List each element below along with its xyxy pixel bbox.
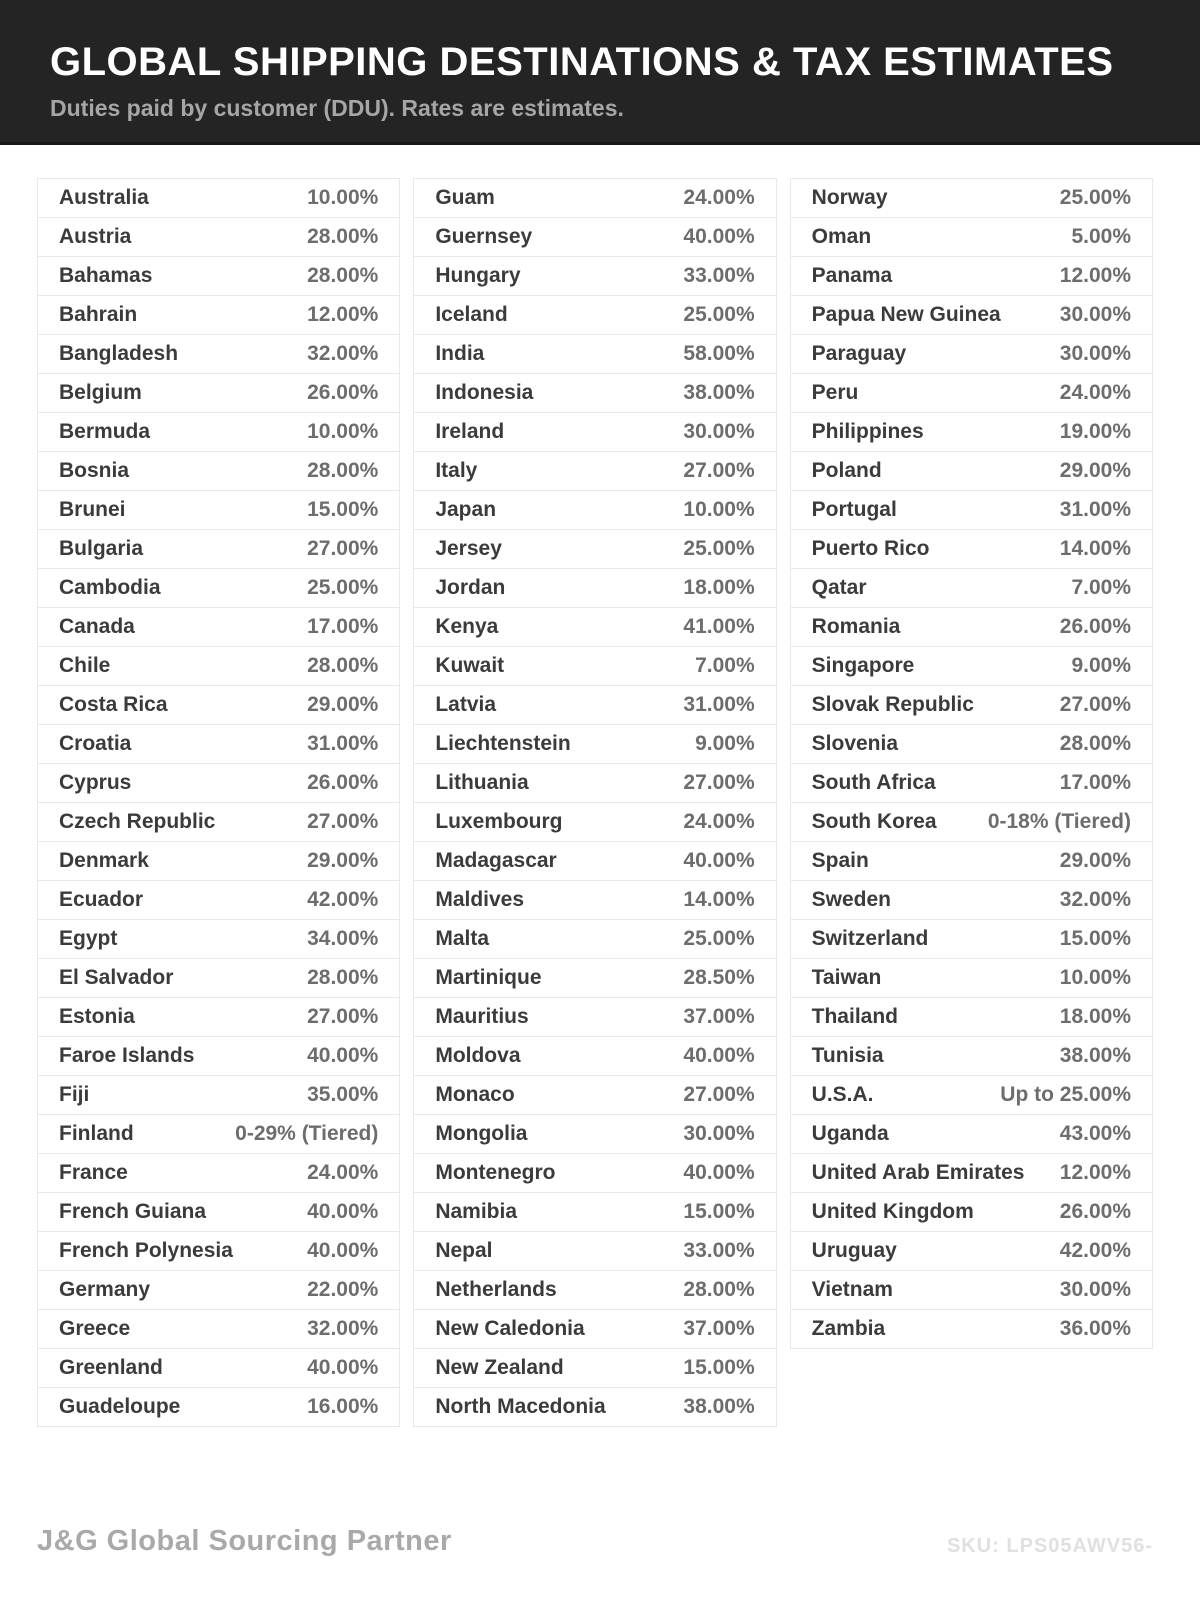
table-row	[413, 413, 776, 452]
table-row	[790, 374, 1153, 413]
table-row	[413, 803, 776, 842]
tax-rate: 18.00%	[683, 576, 755, 599]
tax-rate: 33.00%	[683, 1239, 755, 1262]
tax-rate: 29.00%	[1059, 849, 1131, 872]
tax-rate: 22.00%	[307, 1278, 379, 1301]
tax-rate: Up to 25.00%	[1000, 1083, 1131, 1106]
tax-rate: 30.00%	[1059, 342, 1131, 365]
country-name: Cambodia	[59, 576, 161, 599]
country-name: Estonia	[59, 1005, 135, 1028]
table-row	[37, 1271, 400, 1310]
tax-rate: 26.00%	[307, 381, 379, 404]
country-name: Guam	[435, 186, 495, 209]
tax-rate: 28.00%	[307, 459, 379, 482]
table-row	[413, 881, 776, 920]
tax-rate: 12.00%	[1059, 1161, 1131, 1184]
tax-rate: 40.00%	[307, 1044, 379, 1067]
table-row	[790, 764, 1153, 803]
tax-rate: 27.00%	[683, 459, 755, 482]
country-name: Egypt	[59, 927, 118, 950]
table-column-3	[790, 178, 1153, 1349]
table-row	[413, 1310, 776, 1349]
country-name: Slovak Republic	[811, 693, 974, 716]
country-name: United Arab Emirates	[811, 1161, 1025, 1184]
table-row	[37, 218, 400, 257]
country-name: Oman	[811, 225, 872, 248]
country-name: Switzerland	[811, 927, 929, 950]
table-row	[790, 335, 1153, 374]
table-row	[37, 647, 400, 686]
country-name: Cyprus	[59, 771, 132, 794]
table-row	[37, 335, 400, 374]
tax-rate: 17.00%	[307, 615, 379, 638]
table-row	[413, 1232, 776, 1271]
tax-rate: 28.00%	[307, 966, 379, 989]
tax-rate: 27.00%	[1059, 693, 1131, 716]
country-name: Finland	[59, 1122, 134, 1145]
country-name: Guadeloupe	[59, 1395, 181, 1418]
tax-rate: 10.00%	[1059, 966, 1131, 989]
country-name: Taiwan	[811, 966, 882, 989]
country-name: Fiji	[59, 1083, 90, 1106]
country-name: Portugal	[811, 498, 897, 521]
country-name: Poland	[811, 459, 882, 482]
table-row	[413, 842, 776, 881]
table-row	[37, 1076, 400, 1115]
table-row	[37, 764, 400, 803]
sku-label: SKU: LPS05AWV56-	[946, 1535, 1153, 1557]
table-row	[790, 452, 1153, 491]
table-row	[790, 530, 1153, 569]
tax-rate: 28.00%	[1059, 732, 1131, 755]
country-name: Vietnam	[811, 1278, 893, 1301]
table-row	[413, 608, 776, 647]
tax-rate: 37.00%	[683, 1005, 755, 1028]
table-row	[413, 530, 776, 569]
table-row	[790, 1271, 1153, 1310]
table-row	[37, 725, 400, 764]
table-row	[413, 569, 776, 608]
country-name: India	[435, 342, 485, 365]
country-name: Peru	[811, 381, 859, 404]
country-name: Moldova	[435, 1044, 521, 1067]
country-name: Maldives	[435, 888, 525, 911]
tax-rate: 25.00%	[683, 927, 755, 950]
table-row	[790, 179, 1153, 218]
tax-rate: 10.00%	[307, 186, 379, 209]
tax-rate: 37.00%	[683, 1317, 755, 1340]
table-row	[790, 296, 1153, 335]
tax-rate: 36.00%	[1059, 1317, 1131, 1340]
country-name: Uganda	[811, 1122, 889, 1145]
country-name: Bahrain	[59, 303, 138, 326]
country-name: Ireland	[435, 420, 505, 443]
country-name: Italy	[435, 459, 478, 482]
table-row	[790, 1154, 1153, 1193]
table-row	[790, 647, 1153, 686]
country-name: New Caledonia	[435, 1317, 585, 1340]
table-row	[37, 1193, 400, 1232]
country-name: Montenegro	[435, 1161, 556, 1184]
table-row	[413, 998, 776, 1037]
table-row	[37, 842, 400, 881]
tax-rate: 24.00%	[307, 1161, 379, 1184]
country-name: Lithuania	[435, 771, 529, 794]
table-column-1	[37, 178, 400, 1427]
country-name: Czech Republic	[59, 810, 216, 833]
country-name: Greece	[59, 1317, 131, 1340]
table-row	[37, 686, 400, 725]
table-row	[37, 881, 400, 920]
country-name: Costa Rica	[59, 693, 168, 716]
tax-rate: 27.00%	[683, 771, 755, 794]
tax-rate: 7.00%	[695, 654, 755, 677]
tax-rate: 40.00%	[683, 1044, 755, 1067]
tax-rate: 9.00%	[695, 732, 755, 755]
country-name: Jordan	[435, 576, 506, 599]
country-name: Nepal	[435, 1239, 493, 1262]
table-row	[37, 920, 400, 959]
table-row	[413, 1271, 776, 1310]
tax-rate: 28.50%	[683, 966, 755, 989]
table-row	[37, 413, 400, 452]
tax-rate: 28.00%	[683, 1278, 755, 1301]
country-name: Japan	[435, 498, 497, 521]
tax-rate: 9.00%	[1071, 654, 1131, 677]
table-row	[413, 374, 776, 413]
tax-rate: 16.00%	[307, 1395, 379, 1418]
country-name: Singapore	[811, 654, 915, 677]
country-name: Bulgaria	[59, 537, 144, 560]
tax-rate: 27.00%	[683, 1083, 755, 1106]
country-name: Madagascar	[435, 849, 557, 872]
tax-rate: 5.00%	[1071, 225, 1131, 248]
country-name: French Guiana	[59, 1200, 207, 1223]
tax-rate: 0-18% (Tiered)	[987, 810, 1131, 833]
table-row	[37, 998, 400, 1037]
tax-rate: 38.00%	[1059, 1044, 1131, 1067]
tax-rate: 26.00%	[1059, 615, 1131, 638]
table-row	[37, 1115, 400, 1154]
country-name: Qatar	[811, 576, 867, 599]
table-row	[413, 647, 776, 686]
tax-rate: 24.00%	[1059, 381, 1131, 404]
tax-rate: 15.00%	[683, 1356, 755, 1379]
tax-rate: 29.00%	[307, 849, 379, 872]
country-name: El Salvador	[59, 966, 174, 989]
table-row	[37, 1310, 400, 1349]
table-row	[790, 1037, 1153, 1076]
country-name: Paraguay	[811, 342, 907, 365]
country-name: Bangladesh	[59, 342, 179, 365]
country-name: France	[59, 1161, 128, 1184]
country-name: Kuwait	[435, 654, 505, 677]
footer	[37, 1525, 1153, 1558]
tax-rate: 12.00%	[1059, 264, 1131, 287]
tax-rate: 31.00%	[1059, 498, 1131, 521]
table-row	[37, 296, 400, 335]
tax-rate: 38.00%	[683, 381, 755, 404]
tax-rate: 31.00%	[307, 732, 379, 755]
tax-rate: 14.00%	[1059, 537, 1131, 560]
table-row	[413, 686, 776, 725]
table-row	[413, 179, 776, 218]
country-name: Philippines	[811, 420, 924, 443]
table-row	[413, 1349, 776, 1388]
country-name: Netherlands	[435, 1278, 557, 1301]
country-name: Faroe Islands	[59, 1044, 195, 1067]
tax-rate: 40.00%	[307, 1200, 379, 1223]
tax-rate: 40.00%	[683, 1161, 755, 1184]
header	[0, 0, 1200, 145]
tax-rate: 32.00%	[307, 342, 379, 365]
table-row	[37, 452, 400, 491]
table-row	[37, 1388, 400, 1427]
table-row	[790, 218, 1153, 257]
table-row	[413, 452, 776, 491]
tax-rate: 25.00%	[1059, 186, 1131, 209]
table-row	[790, 959, 1153, 998]
page-title: GLOBAL SHIPPING DESTINATIONS & TAX ESTIMATES	[50, 40, 1114, 84]
table-row	[37, 179, 400, 218]
table-row	[413, 1037, 776, 1076]
tax-rate: 26.00%	[1059, 1200, 1131, 1223]
table-row	[413, 1193, 776, 1232]
tax-rate: 18.00%	[1059, 1005, 1131, 1028]
tax-rate: 40.00%	[683, 849, 755, 872]
country-name: Guernsey	[435, 225, 533, 248]
country-name: South Africa	[811, 771, 936, 794]
country-name: Indonesia	[435, 381, 534, 404]
tax-table	[37, 178, 1153, 1427]
table-row	[790, 725, 1153, 764]
country-name: Puerto Rico	[811, 537, 930, 560]
country-name: United Kingdom	[811, 1200, 974, 1223]
tax-rate: 12.00%	[307, 303, 379, 326]
tax-rate: 27.00%	[307, 810, 379, 833]
country-name: Luxembourg	[435, 810, 563, 833]
tax-rate: 10.00%	[307, 420, 379, 443]
table-row	[790, 569, 1153, 608]
tax-rate: 27.00%	[307, 1005, 379, 1028]
country-name: Iceland	[435, 303, 508, 326]
table-row	[790, 491, 1153, 530]
table-row	[413, 335, 776, 374]
country-name: Chile	[59, 654, 111, 677]
tax-rate: 26.00%	[307, 771, 379, 794]
tax-rate: 14.00%	[683, 888, 755, 911]
table-row	[413, 1388, 776, 1427]
country-name: Belgium	[59, 381, 142, 404]
tax-rate: 29.00%	[1059, 459, 1131, 482]
table-row	[790, 608, 1153, 647]
tax-rate: 32.00%	[1059, 888, 1131, 911]
country-name: Croatia	[59, 732, 132, 755]
country-name: Kenya	[435, 615, 499, 638]
tax-rate: 27.00%	[307, 537, 379, 560]
table-row	[790, 920, 1153, 959]
table-row	[790, 257, 1153, 296]
table-row	[413, 920, 776, 959]
country-name: Thailand	[811, 1005, 898, 1028]
tax-rate: 25.00%	[683, 537, 755, 560]
table-row	[413, 257, 776, 296]
tax-rate: 17.00%	[1059, 771, 1131, 794]
country-name: Greenland	[59, 1356, 163, 1379]
country-name: Spain	[811, 849, 869, 872]
table-row	[37, 1154, 400, 1193]
tax-rate: 30.00%	[1059, 1278, 1131, 1301]
tax-rate: 30.00%	[683, 420, 755, 443]
table-row	[413, 1076, 776, 1115]
table-row	[413, 764, 776, 803]
tax-rate: 42.00%	[307, 888, 379, 911]
country-name: Zambia	[811, 1317, 886, 1340]
country-name: Jersey	[435, 537, 502, 560]
table-row	[37, 569, 400, 608]
country-name: Namibia	[435, 1200, 518, 1223]
tax-rate: 31.00%	[683, 693, 755, 716]
country-name: Liechtenstein	[435, 732, 571, 755]
tax-rate: 29.00%	[307, 693, 379, 716]
country-name: Mauritius	[435, 1005, 529, 1028]
country-name: Latvia	[435, 693, 497, 716]
table-row	[790, 686, 1153, 725]
country-name: Tunisia	[811, 1044, 884, 1067]
tax-rate: 10.00%	[683, 498, 755, 521]
table-row	[790, 803, 1153, 842]
tax-rate: 24.00%	[683, 186, 755, 209]
table-row	[790, 1193, 1153, 1232]
country-name: Panama	[811, 264, 893, 287]
table-row	[413, 1115, 776, 1154]
tax-rate: 28.00%	[307, 654, 379, 677]
table-row	[413, 725, 776, 764]
tax-rate: 25.00%	[307, 576, 379, 599]
table-row	[37, 803, 400, 842]
tax-rate: 40.00%	[683, 225, 755, 248]
country-name: Australia	[59, 186, 149, 209]
country-name: Ecuador	[59, 888, 144, 911]
tax-rate: 28.00%	[307, 264, 379, 287]
tax-rate: 24.00%	[683, 810, 755, 833]
tax-rate: 0-29% (Tiered)	[235, 1122, 379, 1145]
brand-name: J&G Global Sourcing Partner	[37, 1525, 452, 1557]
table-row	[790, 842, 1153, 881]
table-row	[790, 413, 1153, 452]
tax-rate: 19.00%	[1059, 420, 1131, 443]
country-name: Bermuda	[59, 420, 151, 443]
country-name: Canada	[59, 615, 135, 638]
table-row	[790, 1115, 1153, 1154]
table-row	[37, 1232, 400, 1271]
country-name: Hungary	[435, 264, 521, 287]
table-row	[790, 1076, 1153, 1115]
table-row	[37, 1037, 400, 1076]
country-name: Bahamas	[59, 264, 153, 287]
table-row	[37, 608, 400, 647]
table-row	[37, 374, 400, 413]
tax-rate: 33.00%	[683, 264, 755, 287]
table-row	[790, 1310, 1153, 1349]
tax-rate: 30.00%	[683, 1122, 755, 1145]
table-row	[413, 1154, 776, 1193]
tax-rate: 7.00%	[1071, 576, 1131, 599]
country-name: Monaco	[435, 1083, 515, 1106]
table-row	[413, 491, 776, 530]
country-name: French Polynesia	[59, 1239, 233, 1262]
country-name: Romania	[811, 615, 901, 638]
country-name: Austria	[59, 225, 132, 248]
table-row	[37, 1349, 400, 1388]
tax-rate: 40.00%	[307, 1239, 379, 1262]
table-row	[37, 491, 400, 530]
country-name: Denmark	[59, 849, 149, 872]
tax-rate: 15.00%	[307, 498, 379, 521]
country-name: Malta	[435, 927, 490, 950]
tax-rate: 58.00%	[683, 342, 755, 365]
country-name: Martinique	[435, 966, 542, 989]
country-name: Mongolia	[435, 1122, 528, 1145]
table-row	[37, 257, 400, 296]
country-name: Slovenia	[811, 732, 899, 755]
page-subtitle: Duties paid by customer (DDU). Rates are estimates.	[50, 95, 624, 121]
country-name: Uruguay	[811, 1239, 897, 1262]
country-name: Germany	[59, 1278, 151, 1301]
table-row	[413, 296, 776, 335]
tax-rate: 32.00%	[307, 1317, 379, 1340]
table-row	[413, 959, 776, 998]
tax-rate: 30.00%	[1059, 303, 1131, 326]
table-row	[790, 881, 1153, 920]
tax-rate: 43.00%	[1059, 1122, 1131, 1145]
tax-rate: 38.00%	[683, 1395, 755, 1418]
table-row	[37, 959, 400, 998]
country-name: Papua New Guinea	[811, 303, 1001, 326]
table-column-2	[413, 178, 776, 1427]
country-name: South Korea	[811, 810, 937, 833]
country-name: U.S.A.	[811, 1083, 874, 1106]
country-name: Sweden	[811, 888, 892, 911]
table-row	[790, 1232, 1153, 1271]
country-name: Norway	[811, 186, 888, 209]
table-row	[37, 530, 400, 569]
tax-rate: 28.00%	[307, 225, 379, 248]
country-name: New Zealand	[435, 1356, 564, 1379]
table-row	[790, 998, 1153, 1037]
country-name: North Macedonia	[435, 1395, 606, 1418]
country-name: Bosnia	[59, 459, 130, 482]
country-name: Brunei	[59, 498, 126, 521]
tax-rate: 40.00%	[307, 1356, 379, 1379]
tax-rate: 15.00%	[683, 1200, 755, 1223]
table-row	[413, 218, 776, 257]
tax-rate: 42.00%	[1059, 1239, 1131, 1262]
tax-rate: 35.00%	[307, 1083, 379, 1106]
tax-rate: 25.00%	[683, 303, 755, 326]
tax-rate: 15.00%	[1059, 927, 1131, 950]
tax-rate: 41.00%	[683, 615, 755, 638]
tax-rate: 34.00%	[307, 927, 379, 950]
